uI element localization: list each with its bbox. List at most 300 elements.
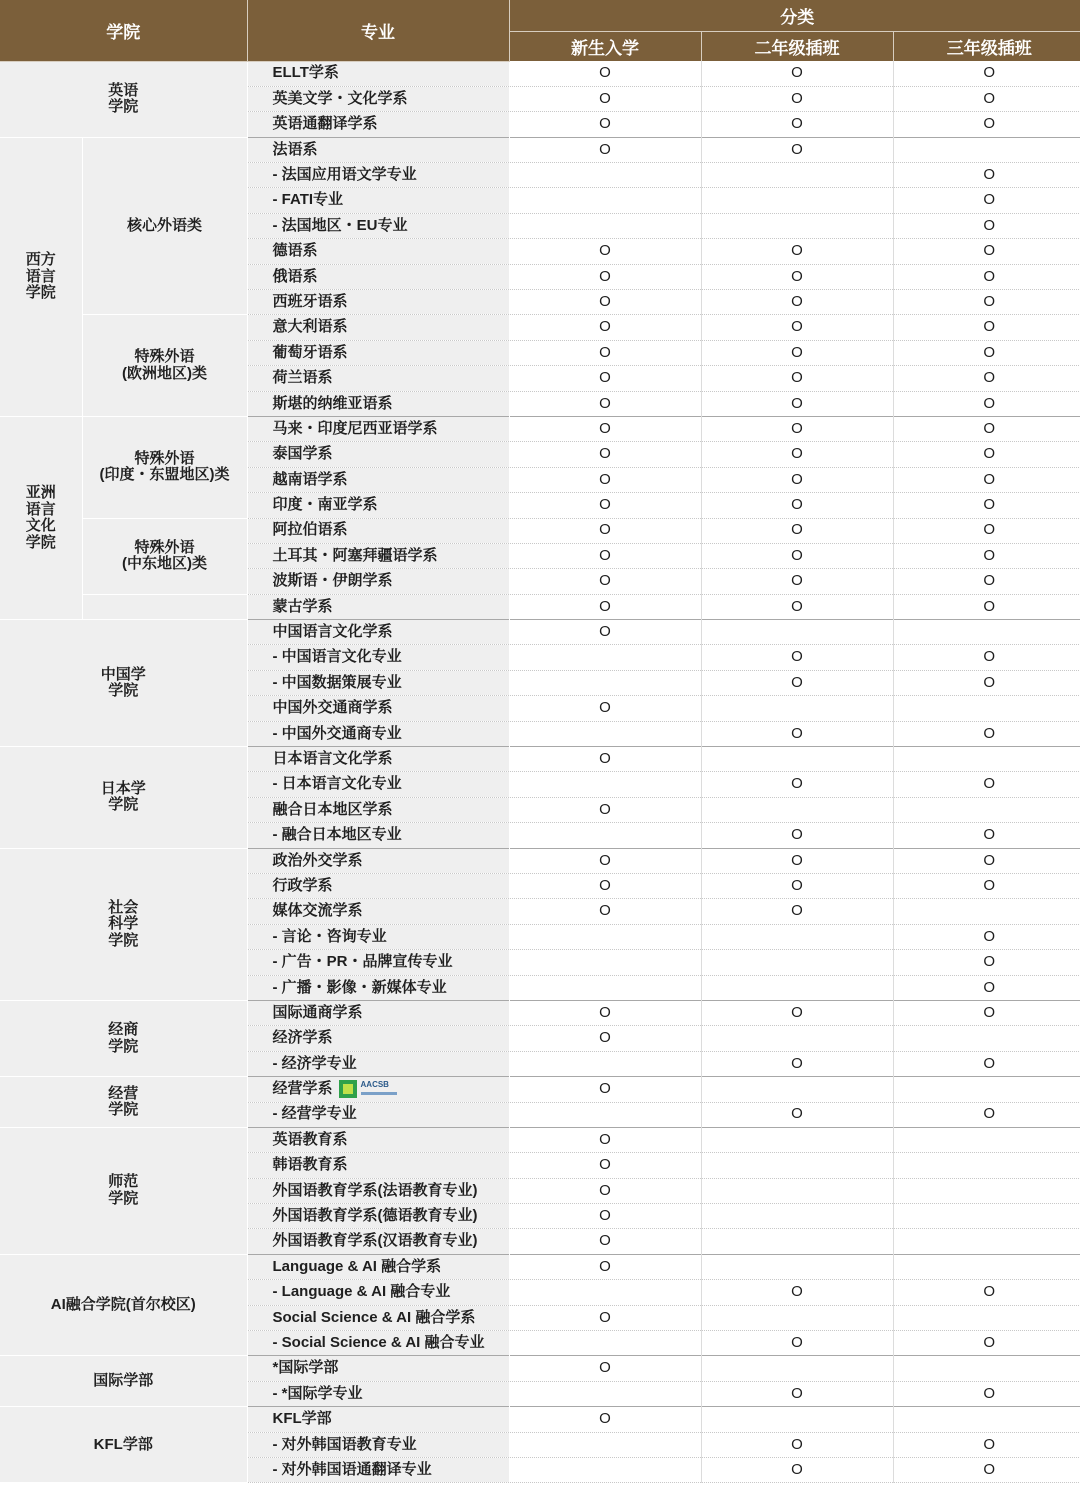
major-cell (247, 416, 509, 441)
transfer-2-mark: O (701, 239, 893, 264)
freshman-mark (509, 163, 701, 188)
major-cell (247, 366, 509, 391)
major-cell (247, 823, 509, 848)
major-cell (247, 1178, 509, 1203)
freshman-mark: O (509, 899, 701, 924)
transfer-3-mark: O (893, 569, 1080, 594)
freshman-mark: O (509, 239, 701, 264)
major-label: 意大利语系 (272, 318, 348, 336)
major-cell (247, 772, 509, 797)
transfer-3-mark: O (893, 1102, 1080, 1127)
major-cell (247, 1381, 509, 1406)
college-cell: 经商 学院 (0, 1000, 247, 1076)
table-row (0, 1407, 1080, 1432)
transfer-3-mark: O (893, 163, 1080, 188)
transfer-2-mark: O (701, 442, 893, 467)
freshman-mark: O (509, 467, 701, 492)
freshman-mark: O (509, 1254, 701, 1279)
major-label: Language & AI 融合学系 (272, 1257, 442, 1275)
major-label: *国际学部 (272, 1359, 339, 1377)
transfer-3-mark (893, 1305, 1080, 1330)
transfer-3-mark: O (893, 213, 1080, 238)
freshman-mark: O (509, 264, 701, 289)
freshman-mark: O (509, 874, 701, 899)
freshman-mark: O (509, 137, 701, 162)
major-cell (247, 1051, 509, 1076)
header-college: 学院 (0, 0, 247, 61)
major-label: - 中国数据策展专业 (272, 673, 402, 691)
freshman-mark: O (509, 86, 701, 111)
transfer-3-mark (893, 1229, 1080, 1254)
aacsb-logo (339, 1080, 399, 1098)
transfer-3-mark (893, 1127, 1080, 1152)
freshman-mark (509, 1381, 701, 1406)
table-row (0, 61, 1080, 86)
major-cell (247, 899, 509, 924)
freshman-mark: O (509, 1127, 701, 1152)
college-cell: 亚洲 语言 文化 学院 (0, 416, 82, 619)
freshman-mark: O (509, 290, 701, 315)
header-freshman: 新生入学 (509, 32, 701, 62)
transfer-3-mark: O (893, 924, 1080, 949)
freshman-mark: O (509, 848, 701, 873)
freshman-mark: O (509, 366, 701, 391)
freshman-mark: O (509, 391, 701, 416)
major-cell (247, 290, 509, 315)
transfer-2-mark (701, 1204, 893, 1229)
transfer-2-mark: O (701, 264, 893, 289)
major-cell (247, 1254, 509, 1279)
transfer-2-mark (701, 1229, 893, 1254)
transfer-2-mark: O (701, 594, 893, 619)
transfer-2-mark: O (701, 670, 893, 695)
major-label: - 经济学专业 (272, 1054, 357, 1072)
major-cell (247, 696, 509, 721)
major-cell (247, 543, 509, 568)
transfer-2-mark: O (701, 1102, 893, 1127)
transfer-3-mark: O (893, 1280, 1080, 1305)
major-label: - FATI专业 (272, 191, 344, 209)
freshman-mark (509, 213, 701, 238)
header-transfer-2: 二年级插班 (701, 32, 893, 62)
transfer-2-mark (701, 1178, 893, 1203)
transfer-3-mark: O (893, 1381, 1080, 1406)
freshman-mark: O (509, 1229, 701, 1254)
major-cell (247, 137, 509, 162)
transfer-2-mark (701, 1077, 893, 1102)
freshman-mark: O (509, 61, 701, 86)
transfer-2-mark: O (701, 416, 893, 441)
transfer-3-mark: O (893, 112, 1080, 137)
subgroup-cell: 核心外语类 (82, 137, 247, 315)
major-label: - 言论・咨询专业 (272, 927, 387, 945)
major-label: 波斯语・伊朗学系 (272, 572, 393, 590)
transfer-2-mark: O (701, 569, 893, 594)
major-label: ELLT学系 (272, 64, 339, 82)
major-cell (247, 924, 509, 949)
freshman-mark: O (509, 569, 701, 594)
major-label: 外国语教育学系(汉语教育专业) (272, 1232, 478, 1250)
major-cell (247, 620, 509, 645)
transfer-2-mark: O (701, 391, 893, 416)
major-cell (247, 1077, 509, 1102)
transfer-3-mark: O (893, 721, 1080, 746)
major-cell (247, 1153, 509, 1178)
major-cell (247, 1432, 509, 1457)
transfer-3-mark: O (893, 366, 1080, 391)
major-label: Social Science & AI 融合学系 (272, 1308, 476, 1326)
transfer-3-mark: O (893, 315, 1080, 340)
transfer-2-mark (701, 1305, 893, 1330)
transfer-2-mark: O (701, 1051, 893, 1076)
college-cell: 国际学部 (0, 1356, 247, 1407)
major-label: - Language & AI 融合专业 (272, 1283, 451, 1301)
header-transfer-3: 三年级插班 (893, 32, 1080, 62)
freshman-mark: O (509, 493, 701, 518)
college-cell: 日本学 学院 (0, 747, 247, 849)
freshman-mark: O (509, 797, 701, 822)
transfer-2-mark: O (701, 467, 893, 492)
major-label: 印度・南亚学系 (272, 496, 378, 514)
transfer-2-mark: O (701, 1331, 893, 1356)
major-cell (247, 594, 509, 619)
transfer-3-mark (893, 1026, 1080, 1051)
transfer-2-mark: O (701, 645, 893, 670)
table-row (0, 1254, 1080, 1279)
table-row (0, 1000, 1080, 1025)
freshman-mark: O (509, 747, 701, 772)
transfer-2-mark (701, 1407, 893, 1432)
major-cell (247, 1305, 509, 1330)
freshman-mark: O (509, 594, 701, 619)
major-label: 英美文学・文化学系 (272, 89, 408, 107)
college-cell: 经营 学院 (0, 1077, 247, 1128)
transfer-3-mark: O (893, 950, 1080, 975)
major-label: - 融合日本地区专业 (272, 826, 402, 844)
freshman-mark: O (509, 1000, 701, 1025)
major-label: - 广告・PR・品牌宣传专业 (272, 953, 453, 971)
major-cell (247, 86, 509, 111)
college-cell: KFL学部 (0, 1407, 247, 1483)
transfer-2-mark (701, 1127, 893, 1152)
transfer-2-mark (701, 1254, 893, 1279)
transfer-3-mark: O (893, 416, 1080, 441)
transfer-2-mark: O (701, 543, 893, 568)
major-label: 法语系 (272, 140, 318, 158)
freshman-mark (509, 721, 701, 746)
major-cell (247, 569, 509, 594)
major-label: - 日本语言文化专业 (272, 775, 402, 793)
freshman-mark: O (509, 620, 701, 645)
freshman-mark (509, 670, 701, 695)
transfer-2-mark (701, 747, 893, 772)
transfer-2-mark: O (701, 340, 893, 365)
college-cell: 中国学 学院 (0, 620, 247, 747)
major-cell (247, 1280, 509, 1305)
college-cell: 西方 语言 学院 (0, 137, 82, 416)
major-label: 蒙古学系 (272, 597, 333, 615)
major-label: 西班牙语系 (272, 292, 348, 310)
transfer-3-mark: O (893, 848, 1080, 873)
transfer-2-mark: O (701, 899, 893, 924)
transfer-2-mark (701, 1153, 893, 1178)
transfer-2-mark: O (701, 366, 893, 391)
transfer-2-mark: O (701, 1000, 893, 1025)
transfer-2-mark (701, 924, 893, 949)
freshman-mark: O (509, 340, 701, 365)
major-label: 越南语学系 (272, 470, 348, 488)
transfer-2-mark: O (701, 823, 893, 848)
transfer-3-mark: O (893, 1432, 1080, 1457)
major-label: 政治外交学系 (272, 851, 363, 869)
table-body (0, 61, 1080, 1483)
major-cell (247, 188, 509, 213)
freshman-mark (509, 772, 701, 797)
table-row (0, 594, 1080, 619)
major-label: 融合日本地区学系 (272, 800, 393, 818)
transfer-3-mark (893, 797, 1080, 822)
transfer-2-mark: O (701, 1432, 893, 1457)
major-cell (247, 721, 509, 746)
freshman-mark: O (509, 543, 701, 568)
major-cell (247, 340, 509, 365)
freshman-mark: O (509, 696, 701, 721)
freshman-mark: O (509, 1026, 701, 1051)
transfer-3-mark (893, 1204, 1080, 1229)
transfer-2-mark: O (701, 112, 893, 137)
transfer-3-mark: O (893, 543, 1080, 568)
freshman-mark (509, 1432, 701, 1457)
freshman-mark (509, 1457, 701, 1482)
transfer-3-mark: O (893, 594, 1080, 619)
college-cell: 英语 学院 (0, 61, 247, 137)
subgroup-cell: 特殊外语 (中东地区)类 (82, 518, 247, 594)
major-label: - 中国外交通商专业 (272, 724, 402, 742)
major-label: - 法国地区・EU专业 (272, 216, 408, 234)
transfer-3-mark: O (893, 1331, 1080, 1356)
transfer-3-mark (893, 1356, 1080, 1381)
freshman-mark (509, 950, 701, 975)
major-label: 国际通商学系 (272, 1003, 363, 1021)
transfer-3-mark: O (893, 975, 1080, 1000)
major-label: - Social Science & AI 融合专业 (272, 1333, 485, 1351)
major-cell (247, 950, 509, 975)
transfer-3-mark: O (893, 340, 1080, 365)
major-cell (247, 239, 509, 264)
major-cell (247, 1026, 509, 1051)
freshman-mark: O (509, 112, 701, 137)
major-label: 经营学系 (272, 1080, 333, 1098)
major-label: 中国语言文化学系 (272, 623, 393, 641)
transfer-3-mark: O (893, 467, 1080, 492)
subgroup-cell (82, 594, 247, 619)
transfer-3-mark: O (893, 1051, 1080, 1076)
table-row (0, 416, 1080, 441)
transfer-3-mark: O (893, 188, 1080, 213)
table-row (0, 315, 1080, 340)
transfer-2-mark: O (701, 315, 893, 340)
major-cell (247, 1457, 509, 1482)
major-cell (247, 442, 509, 467)
major-label: 斯堪的纳维亚语系 (272, 394, 393, 412)
transfer-3-mark: O (893, 86, 1080, 111)
freshman-mark (509, 1102, 701, 1127)
transfer-3-mark: O (893, 772, 1080, 797)
major-cell (247, 1102, 509, 1127)
transfer-2-mark (701, 188, 893, 213)
header-major: 专业 (247, 0, 509, 61)
table-row (0, 1356, 1080, 1381)
transfer-2-mark (701, 1356, 893, 1381)
freshman-mark: O (509, 1407, 701, 1432)
major-cell (247, 315, 509, 340)
transfer-3-mark (893, 1407, 1080, 1432)
college-cell: 社会 科学 学院 (0, 848, 247, 1000)
major-label: 日本语言文化学系 (272, 749, 393, 767)
transfer-3-mark (893, 1077, 1080, 1102)
freshman-mark (509, 188, 701, 213)
transfer-2-mark (701, 620, 893, 645)
major-label: 中国外交通商学系 (272, 699, 393, 717)
transfer-2-mark: O (701, 848, 893, 873)
transfer-3-mark: O (893, 518, 1080, 543)
major-cell (247, 61, 509, 86)
freshman-mark: O (509, 1153, 701, 1178)
transfer-2-mark (701, 213, 893, 238)
major-label: - 经营学专业 (272, 1105, 357, 1123)
transfer-2-mark: O (701, 290, 893, 315)
transfer-2-mark: O (701, 137, 893, 162)
major-label: 经济学系 (272, 1029, 333, 1047)
major-cell (247, 1407, 509, 1432)
college-cell: AI融合学院(首尔校区) (0, 1254, 247, 1356)
major-label: 荷兰语系 (272, 369, 333, 387)
major-cell (247, 264, 509, 289)
major-label: 德语系 (272, 242, 318, 260)
major-label: - 中国语言文化专业 (272, 648, 402, 666)
transfer-3-mark: O (893, 1000, 1080, 1025)
transfer-3-mark: O (893, 239, 1080, 264)
major-label: 葡萄牙语系 (272, 343, 348, 361)
major-cell (247, 213, 509, 238)
transfer-3-mark: O (893, 264, 1080, 289)
freshman-mark (509, 645, 701, 670)
major-cell (247, 848, 509, 873)
transfer-2-mark: O (701, 61, 893, 86)
freshman-mark: O (509, 442, 701, 467)
transfer-3-mark (893, 137, 1080, 162)
transfer-3-mark: O (893, 442, 1080, 467)
transfer-3-mark: O (893, 391, 1080, 416)
college-cell: 师范 学院 (0, 1127, 247, 1254)
major-label: 行政学系 (272, 876, 333, 894)
major-cell (247, 1127, 509, 1152)
major-label: 泰国学系 (272, 445, 333, 463)
major-cell (247, 797, 509, 822)
major-label: - 对外韩国语通翻译专业 (272, 1460, 432, 1478)
transfer-3-mark (893, 696, 1080, 721)
major-cell (247, 493, 509, 518)
transfer-2-mark (701, 975, 893, 1000)
major-label: 马来・印度尼西亚语学系 (272, 419, 438, 437)
major-label: 媒体交流学系 (272, 902, 363, 920)
freshman-mark (509, 823, 701, 848)
transfer-3-mark: O (893, 645, 1080, 670)
major-cell (247, 874, 509, 899)
transfer-2-mark (701, 696, 893, 721)
table-row (0, 620, 1080, 645)
freshman-mark (509, 1280, 701, 1305)
subgroup-cell: 特殊外语 (欧洲地区)类 (82, 315, 247, 417)
transfer-2-mark: O (701, 1381, 893, 1406)
major-cell (247, 1229, 509, 1254)
major-cell (247, 163, 509, 188)
table-row (0, 1127, 1080, 1152)
major-cell (247, 1000, 509, 1025)
transfer-3-mark: O (893, 1457, 1080, 1482)
freshman-mark (509, 924, 701, 949)
transfer-2-mark: O (701, 772, 893, 797)
major-cell (247, 467, 509, 492)
transfer-3-mark (893, 899, 1080, 924)
freshman-mark (509, 975, 701, 1000)
transfer-3-mark (893, 1153, 1080, 1178)
header-category: 分类 (509, 0, 1080, 32)
transfer-3-mark (893, 1178, 1080, 1203)
major-cell (247, 747, 509, 772)
major-label: 阿拉伯语系 (272, 521, 348, 539)
transfer-3-mark: O (893, 874, 1080, 899)
transfer-3-mark: O (893, 823, 1080, 848)
freshman-mark: O (509, 1178, 701, 1203)
transfer-2-mark (701, 797, 893, 822)
transfer-2-mark: O (701, 1280, 893, 1305)
transfer-2-mark (701, 950, 893, 975)
table-row (0, 747, 1080, 772)
major-cell (247, 645, 509, 670)
major-label: 英语通翻译学系 (272, 115, 378, 133)
major-label: - 法国应用语文学专业 (272, 166, 417, 183)
major-label: 土耳其・阿塞拜疆语学系 (272, 546, 438, 564)
transfer-3-mark: O (893, 290, 1080, 315)
logo-text: AACSB (360, 1080, 389, 1090)
major-cell (247, 1204, 509, 1229)
major-cell (247, 1356, 509, 1381)
transfer-3-mark (893, 620, 1080, 645)
transfer-2-mark (701, 1026, 893, 1051)
major-label: 俄语系 (272, 267, 318, 285)
table-row (0, 518, 1080, 543)
major-label: - 广播・影像・新媒体专业 (272, 978, 447, 996)
transfer-2-mark: O (701, 493, 893, 518)
major-label: KFL学部 (272, 1410, 332, 1428)
freshman-mark: O (509, 1356, 701, 1381)
freshman-mark: O (509, 1077, 701, 1102)
major-cell (247, 975, 509, 1000)
freshman-mark (509, 1051, 701, 1076)
transfer-3-mark: O (893, 670, 1080, 695)
freshman-mark: O (509, 1305, 701, 1330)
major-cell (247, 670, 509, 695)
transfer-2-mark: O (701, 518, 893, 543)
freshman-mark: O (509, 1204, 701, 1229)
major-label: 韩语教育系 (272, 1156, 348, 1174)
freshman-mark: O (509, 315, 701, 340)
major-label: - 对外韩国语教育专业 (272, 1435, 417, 1453)
transfer-2-mark: O (701, 721, 893, 746)
major-label: 外国语教育学系(法语教育专业) (272, 1181, 478, 1199)
subgroup-cell: 特殊外语 (印度・东盟地区)类 (82, 416, 247, 518)
